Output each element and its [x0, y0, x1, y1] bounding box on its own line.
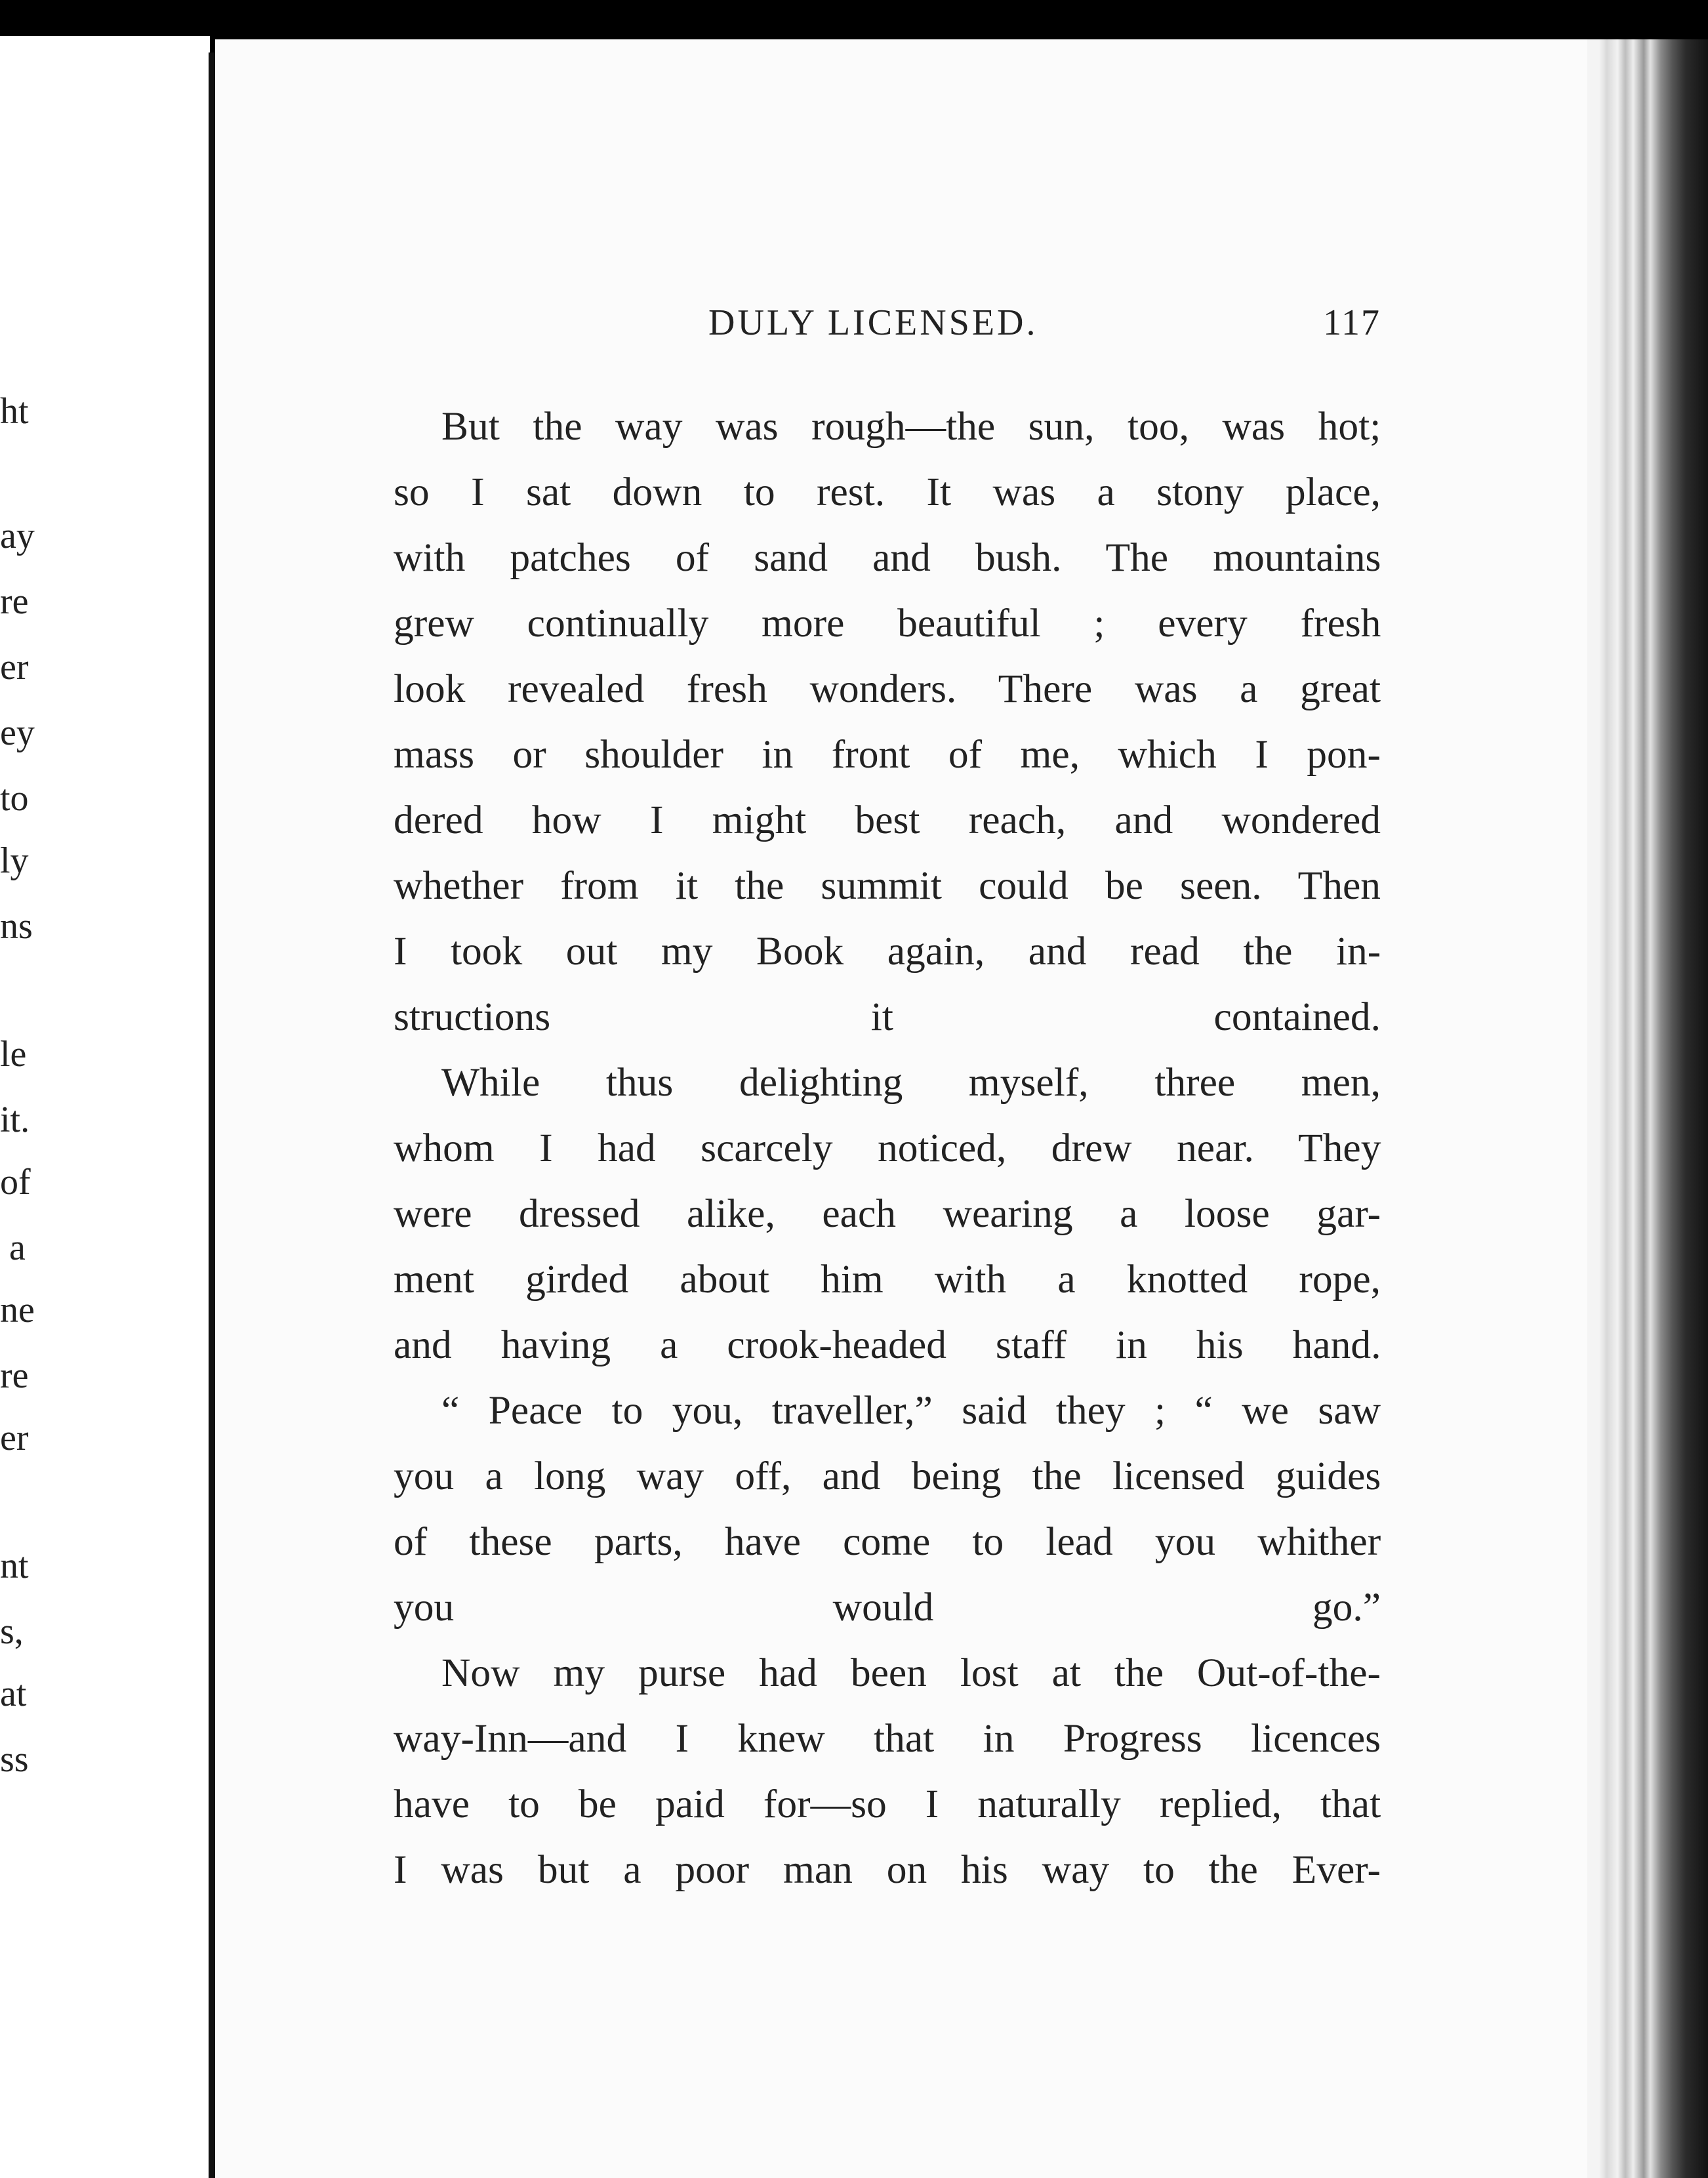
paragraph: [394, 1640, 1381, 1902]
text-line: Now my purse had been lost at the Out-of-the-: [441, 1651, 1381, 1695]
text-line: you would go.”: [394, 1585, 1381, 1630]
facing-page-text: ly: [0, 840, 29, 881]
page-number: 117: [1323, 302, 1381, 343]
text-line: of these parts, have come to lead you whither: [394, 1519, 1381, 1564]
facing-page-text: ss: [0, 1739, 29, 1780]
facing-page-text: er: [0, 647, 29, 688]
facing-page-text: ns: [0, 906, 33, 947]
facing-page-text: er: [0, 1418, 29, 1458]
facing-page-text: re: [0, 1355, 29, 1396]
page-header: [708, 302, 1381, 354]
facing-page-text: s,: [0, 1611, 24, 1652]
text-line: whether from it the summit could be seen. Then: [394, 863, 1381, 908]
paragraph: [394, 1378, 1381, 1640]
text-line: with patches of sand and bush. The mountains: [394, 535, 1381, 580]
facing-page-text: ht: [0, 391, 29, 432]
paragraph: [394, 394, 1381, 1050]
book-gutter: [209, 52, 215, 2178]
text-line: you a long way off, and being the licensed guides: [394, 1454, 1381, 1498]
text-line: But the way was rough—the sun, too, was hot;: [441, 404, 1381, 449]
facing-page-text: nt: [0, 1546, 29, 1586]
running-head: DULY LICENSED.: [708, 302, 1038, 343]
text-line: mass or shoulder in front of me, which I pon-: [394, 732, 1381, 777]
facing-page-text: to: [0, 778, 29, 819]
facing-page-text: it.: [0, 1099, 30, 1140]
facing-page-text: at: [0, 1674, 27, 1714]
text-line: have to be paid for—so I naturally replied, that: [394, 1782, 1381, 1826]
paragraph: [394, 1050, 1381, 1378]
text-line: and having a crook-headed staff in his hand.: [394, 1323, 1381, 1367]
facing-page-text: of: [0, 1162, 31, 1202]
text-line: grew continually more beautiful ; every fresh: [394, 601, 1381, 646]
facing-page-text: re: [0, 581, 29, 622]
text-line: so I sat down to rest. It was a stony place,: [394, 470, 1381, 514]
text-line: whom I had scarcely noticed, drew near. They: [394, 1126, 1381, 1170]
text-line: structions it contained.: [394, 995, 1381, 1039]
text-line: dered how I might best reach, and wondered: [394, 798, 1381, 842]
facing-page-text: a: [9, 1227, 26, 1268]
text-line: ment girded about him with a knotted rope,: [394, 1257, 1381, 1302]
text-line: I was but a poor man on his way to the Ever-: [394, 1847, 1381, 1892]
facing-page-text: ay: [0, 516, 35, 556]
text-line: I took out my Book again, and read the in-: [394, 929, 1381, 974]
page-edges: [1587, 39, 1708, 2178]
text-line: While thus delighting myself, three men,: [441, 1060, 1381, 1105]
facing-page-fragment: [0, 36, 210, 2178]
facing-page-text: ey: [0, 712, 35, 753]
facing-page-text: ne: [0, 1290, 35, 1330]
facing-page-text: le: [0, 1034, 27, 1075]
text-line: “ Peace to you, traveller,” said they ; “ we saw: [441, 1388, 1381, 1433]
text-line: way-Inn—and I knew that in Progress licences: [394, 1716, 1381, 1761]
text-line: were dressed alike, each wearing a loose gar-: [394, 1191, 1381, 1236]
body-text: [394, 394, 1381, 1902]
text-line: look revealed fresh wonders. There was a great: [394, 667, 1381, 711]
